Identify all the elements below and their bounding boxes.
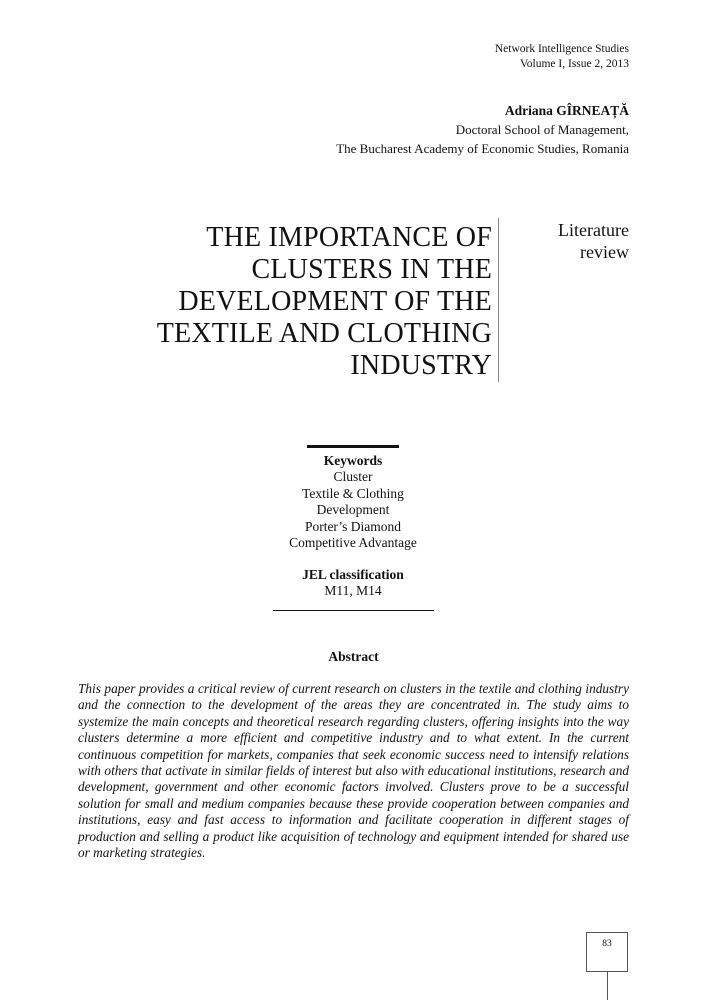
title-line: INDUSTRY xyxy=(350,350,492,381)
jel-section xyxy=(253,567,453,600)
author-affiliation-2: The Bucharest Academy of Economic Studies, Romania xyxy=(336,141,629,156)
page-number-tail xyxy=(607,972,608,1000)
article-type-line: Literature xyxy=(558,220,629,240)
title-divider xyxy=(498,218,499,382)
article-type xyxy=(519,219,629,263)
page-number: 83 xyxy=(602,939,612,949)
title-line: CLUSTERS IN THE xyxy=(251,254,492,285)
volume-issue: Volume I, Issue 2, 2013 xyxy=(519,58,629,70)
keyword-item: Development xyxy=(316,502,390,518)
title-line: TEXTILE AND CLOTHING xyxy=(156,318,492,349)
keyword-item: Cluster xyxy=(333,469,373,485)
author-affiliation-1: Doctoral School of Management, xyxy=(455,122,629,137)
keyword-item: Porter’s Diamond xyxy=(304,518,402,534)
author-name: Adriana GÎRNEAȚĂ xyxy=(504,103,629,118)
keyword-item: Textile & Clothing xyxy=(302,485,404,501)
keywords-heading: Keywords xyxy=(323,453,383,468)
jel-heading: JEL classification xyxy=(302,567,404,582)
page-number-box xyxy=(586,932,628,972)
paper-title xyxy=(52,222,492,382)
abstract-heading: Abstract xyxy=(328,649,379,664)
title-line: DEVELOPMENT OF THE xyxy=(178,286,492,317)
keywords-section xyxy=(253,453,453,551)
title-line: THE IMPORTANCE OF xyxy=(206,222,492,253)
abstract-text: This paper provides a critical review of current research on clusters in the textile and clothing industry and the connection to the development of the areas they are concentrated in. The study aims to systemize the main concepts and theoretical research regarding clusters, offering insights into the way clusters determine a more efficient and competitive industry and to what extent. In the current continuous competition for markets, companies that seek economic success need to intensify relations with others that activate in similar fields of interest but also with educational institutions, research and development, government and other economic factors involved. Clusters prove to be a successful solution for small and medium companies because these provide cooperation between companies and institutions, easy and fast access to information and facilitate cooperation in different stages of production and selling a product like acquisition of technology and equipment intended for shared use or marketing strategies. xyxy=(78,681,629,861)
keywords-bottom-rule xyxy=(273,610,434,611)
author-block xyxy=(336,101,629,158)
jel-codes: M11, M14 xyxy=(324,583,382,599)
journal-header xyxy=(495,42,629,72)
journal-name: Network Intelligence Studies xyxy=(494,43,629,55)
article-type-line: review xyxy=(580,242,629,262)
keyword-item: Competitive Advantage xyxy=(289,535,417,551)
keywords-top-rule xyxy=(307,445,399,448)
